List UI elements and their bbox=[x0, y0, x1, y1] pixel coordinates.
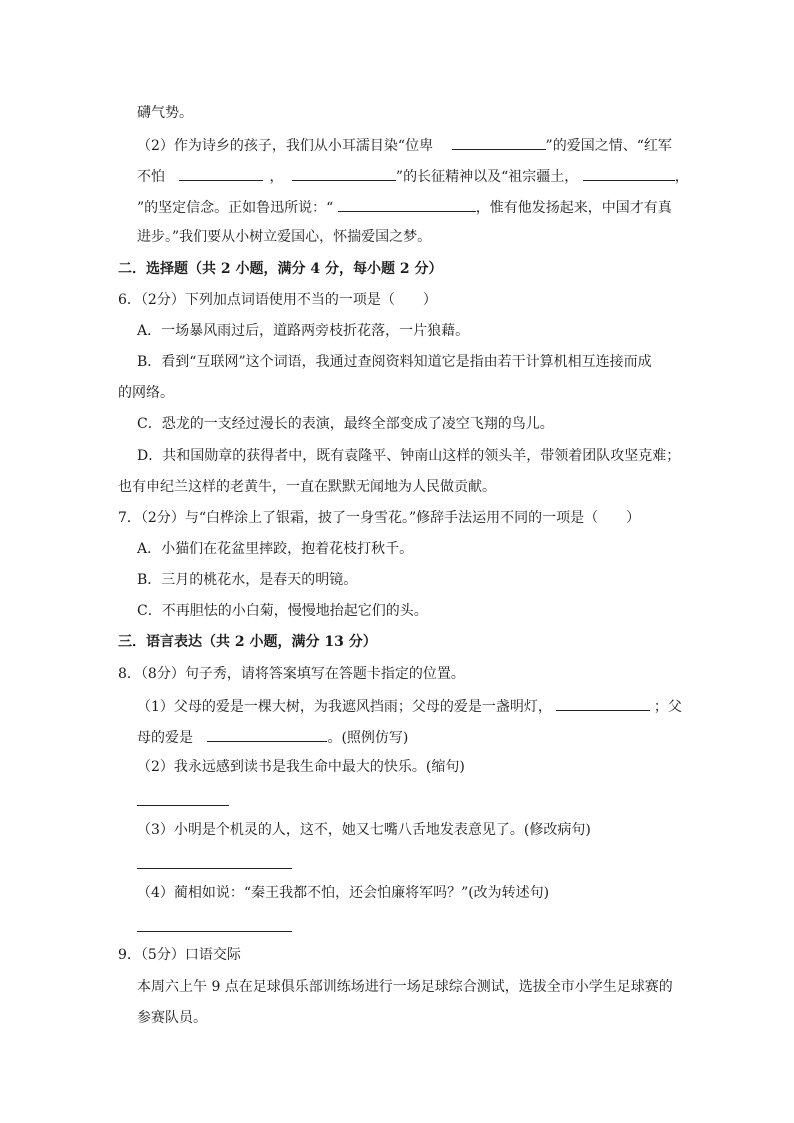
q8-part1-text: （1）父母的爱是一棵大树，为我遮风挡雨；父母的爱是一盏明灯， bbox=[137, 699, 552, 715]
q6-stem: 6．（2分）下列加点词语使用不当的一项是（ ） bbox=[118, 292, 437, 308]
q6-option-b-continued: 的网络。 bbox=[118, 385, 174, 401]
q6-option-c: C．恐龙的一支经过漫长的表演，最终全部变成了凌空飞翔的鸟儿。 bbox=[137, 416, 554, 432]
q6-option-a: A．一场暴风雨过后，道路两旁枝折花落，一片狼藉。 bbox=[137, 323, 470, 339]
q8-part2: （2）我永远感到读书是我生命中最大的快乐。(缩句) bbox=[137, 759, 465, 775]
q5-line-continued: 礴气势。 bbox=[137, 105, 193, 121]
q8-part3: （3）小明是个机灵的人，这不，她又七嘴八舌地发表意见了。(修改病句) bbox=[137, 822, 591, 838]
answer-blank[interactable] bbox=[338, 197, 476, 212]
q9-stem: 9．（5分）口语交际 bbox=[118, 947, 241, 963]
q8-part1-text: 。(照例仿写) bbox=[327, 730, 409, 746]
q5-part2-text: ”的爱国之情、“红军 bbox=[545, 138, 672, 154]
q9-text-line1: 本周六上午 9 点在足球俱乐部训练场进行一场足球综合测试，选拔全市小学生足球赛的 bbox=[137, 979, 673, 995]
q5-part2-text: ”的坚定信念。正如鲁迅所说：“ bbox=[137, 200, 334, 216]
q5-part2-text: 不怕 bbox=[137, 169, 165, 185]
q7-stem: 7．（2分）与“白桦涂上了银霜，披了一身雪花。”修辞手法运用不同的一项是（ ） bbox=[118, 510, 641, 526]
q5-part2-line4: 进步。”我们要从小树立爱国心，怀揣爱国之梦。 bbox=[137, 229, 432, 245]
q5-part2-text: ”的长征精神以及“祖宗疆土， bbox=[395, 169, 579, 185]
q8-part4: （4）蔺相如说：“秦王我都不怕，还会怕廉将军吗？”(改为转述句) bbox=[137, 885, 550, 901]
answer-blank[interactable] bbox=[292, 166, 396, 181]
q6-option-b: B．看到“互联网”这个词语，我通过查阅资料知道它是指由若干计算机相互连接而成 bbox=[137, 354, 652, 370]
q7-option-c: C．不再胆怯的小白菊，慢慢地抬起它们的头。 bbox=[137, 603, 428, 619]
q5-part2-line3 bbox=[137, 197, 672, 217]
q8-stem: 8．（8分）句子秀，请将答案填写在答题卡指定的位置。 bbox=[118, 666, 465, 682]
q5-part2-text: ， bbox=[269, 169, 284, 185]
q5-part2-text: ， bbox=[674, 169, 689, 185]
answer-blank[interactable] bbox=[556, 696, 650, 711]
answer-blank[interactable] bbox=[179, 166, 263, 181]
q5-part2-line2 bbox=[137, 166, 689, 186]
answer-blank[interactable] bbox=[452, 135, 546, 150]
q7-option-b: B．三月的桃花水，是春天的明镜。 bbox=[137, 572, 358, 588]
q8-part1-line2 bbox=[137, 727, 408, 747]
answer-line[interactable] bbox=[137, 868, 292, 869]
q8-part1-text: ；父 bbox=[653, 699, 682, 715]
section-heading: 二．选择题（共 2 小题，满分 4 分，每小题 2 分） bbox=[118, 261, 443, 277]
q8-part1-text: 母的爱是 bbox=[137, 730, 193, 746]
answer-line[interactable] bbox=[137, 805, 229, 806]
q6-option-d-continued: 也有申纪兰这样的老黄牛，一直在默默无闻地为人民做贡献。 bbox=[118, 479, 496, 495]
section-heading: 三．语言表达（共 2 小题，满分 13 分） bbox=[118, 634, 377, 650]
q9-text-line2: 参赛队员。 bbox=[137, 1010, 207, 1026]
q5-part2-line1 bbox=[137, 135, 672, 155]
answer-line[interactable] bbox=[137, 931, 292, 932]
q6-option-d: D．共和国勋章的获得者中，既有袁隆平、钟南山这样的领头羊，带领着团队攻坚克难； bbox=[137, 448, 681, 464]
answer-blank[interactable] bbox=[583, 166, 675, 181]
q7-option-a: A．小猫们在花盆里摔跤，抱着花枝打秋千。 bbox=[137, 541, 414, 557]
q5-part2-text: （2）作为诗乡的孩子，我们从小耳濡目染“位卑 bbox=[137, 138, 434, 154]
answer-blank[interactable] bbox=[207, 727, 327, 742]
q5-part2-text: ，惟有他发扬起来，中国才有真 bbox=[475, 200, 672, 216]
q8-part1-line1 bbox=[137, 696, 682, 716]
